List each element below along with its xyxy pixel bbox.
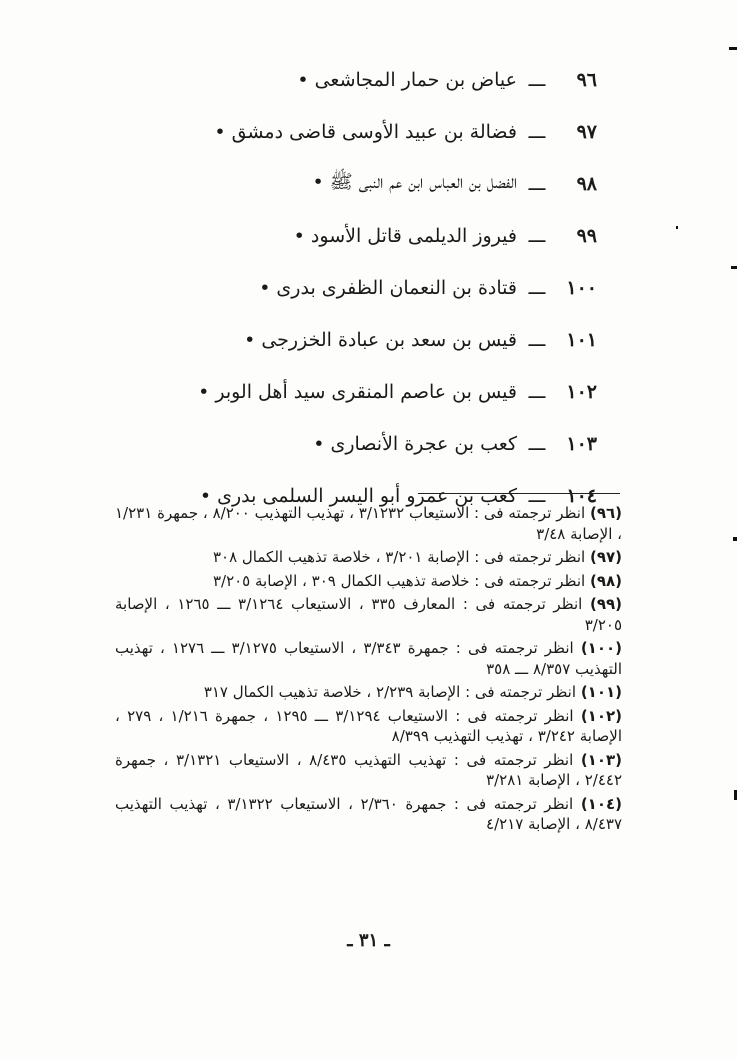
entry-dash: ـــ [528,433,546,455]
footnote [115,750,622,791]
entry-number: ١٠٣ [566,433,597,455]
scan-mark [731,266,737,269]
entry-name: قتادة بن النعمان الظفرى بدرى • [259,277,517,299]
page-number: ـ ٣١ ـ [347,930,390,951]
entry-number: ٩٩ [576,225,597,247]
entry-name: قيس بن سعد بن عبادة الخزرجى • [244,329,517,351]
entry-name: كعب بن عجرة الأنصارى • [313,433,517,455]
entry-name: عياض بن حمار المجاشعى • [297,69,517,91]
footnote-label: (١٠٣) [580,750,622,769]
footnote [115,571,622,592]
entry-name: الفضل بن العباس ابن عم النبى ﷺ • [312,171,517,193]
footnote [115,794,622,835]
entry-number: ١٠٢ [566,381,597,403]
footnote-label: (١٠٠) [580,639,622,657]
entry-number: ٩٧ [576,121,597,143]
footnote [115,638,622,679]
footnote-text: انظر ترجمته فى : الاستيعاب ٣/١٢٣٢ ، تهذيب التهذيب ٨/٢٠٠ ، جمهرة ١/٢٣١ ، الإصابة ٣/٤٨ [115,504,622,543]
entry-dash: ـــ [528,173,546,195]
footnote-label: (٩٦) [589,504,622,522]
entry [180,366,597,418]
entry-number: ١٠١ [566,329,597,351]
footnote-text: انظر ترجمته فى : تهذيب التهذيب ٨/٤٣٥ ، الاستيعاب ٣/١٣٢١ ، جمهرة ٢/٤٤٢ ، الإصابة ٣/٢٨١ [115,750,622,789]
entry [180,54,597,106]
entry-name: قيس بن عاصم المنقرى سيد أهل الوبر • [198,381,517,403]
entry-dash: ـــ [528,69,546,91]
footnote [115,594,622,635]
entry-number: ١٠٠ [566,277,597,299]
entry-number: ١٠٤ [566,485,597,507]
footnote [115,503,622,544]
footnote-label: (٩٩) [589,595,623,613]
footnote-text: انظر ترجمته فى : الاستيعاب ٣/١٢٩٤ ـــ ١٢٩٥ ، جمهرة ١/٢١٦ ، ٢٧٩ ، الإصابة ٣/٢٤٢ ، تهذيب التهذيب ٨/٣٩٩ [115,706,622,745]
footnote-label: (٩٨) [589,571,622,590]
footnote [115,682,622,703]
footnote-separator [418,493,620,494]
footnote-label: (٩٧) [589,548,622,566]
entry [180,106,597,158]
entry-dash: ـــ [528,381,546,403]
entry [180,158,597,210]
entry [180,418,597,470]
footnote-label: (١٠١) [580,683,622,701]
footnote-text: انظر ترجمته فى : الإصابة ٢/٢٣٩ ، خلاصة تذهيب الكمال ٣١٧ [203,683,577,701]
footnotes [115,503,622,838]
entry-dash: ـــ [528,329,546,351]
entry-dash: ـــ [528,485,546,507]
entry [180,210,597,262]
entry-name: فيروز الديلمى قاتل الأسود • [293,225,517,247]
entry-dash: ـــ [528,225,546,247]
footnote [115,547,622,568]
footnote-text: انظر ترجمته فى : جمهرة ٣/٣٤٣ ، الاستيعاب ٣/١٢٧٥ ـــ ١٢٧٦ ، تهذيب التهذيب ٨/٣٥٧ ـــ ٣٥٨ [115,639,622,678]
entry-dash: ـــ [528,121,546,143]
scan-mark [676,226,678,229]
entry-name: كعب بن عمرو أبو اليسر السلمى بدرى • [199,485,517,507]
entry [180,314,597,366]
scan-mark [729,47,737,50]
entry-number: ٩٦ [576,69,597,91]
footnote-label: (١٠٢) [580,706,622,725]
footnote-text: انظر ترجمته فى : المعارف ٣٣٥ ، الاستيعاب ٣/١٢٦٤ ـــ ١٢٦٥ ، الإصابة ٣/٢٠٥ [115,595,622,634]
footnote-label: (١٠٤) [580,794,622,813]
footnote-text: انظر ترجمته فى : جمهرة ٢/٣٦٠ ، الاستيعاب ٣/١٣٢٢ ، تهذيب التهذيب ٨/٤٣٧ ، الإصابة ٤/٢١٧ [115,794,622,833]
entry-dash: ـــ [528,277,546,299]
entry-number: ٩٨ [576,173,597,195]
footnote [115,706,622,747]
scan-mark [733,537,737,541]
entry [180,262,597,314]
entry-list [180,54,597,522]
entry-name: فضالة بن عبيد الأوسى قاضى دمشق • [214,121,517,143]
footnote-text: انظر ترجمته فى : خلاصة تذهيب الكمال ٣٠٩ ، الإصابة ٣/٢٠٥ [212,571,586,590]
footnote-text: انظر ترجمته فى : الإصابة ٣/٢٠١ ، خلاصة تذهيب الكمال ٣٠٨ [212,548,586,566]
